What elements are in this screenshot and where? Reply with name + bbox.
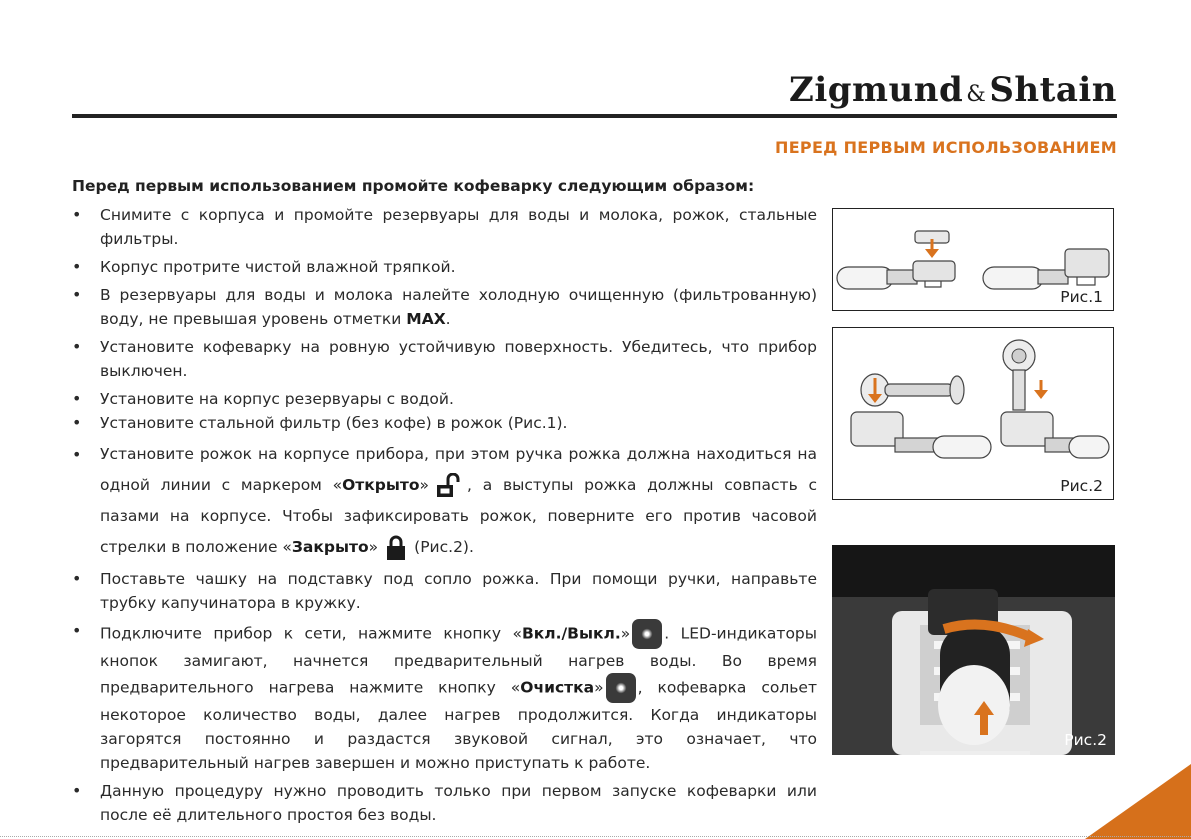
figure-1-label: Рис.1 [1060, 288, 1103, 306]
list-item: • Подключите прибор к сети, нажмите кнопку «Вкл./Выкл.» . LED-индикаторы кнопок замигают, начнется предварительный нагрев воды. Во время предварительного нагрева нажмите кнопку «Очистка» , кофеварка сольет некоторое количество воды, далее нагрев продолжится. Когда индикаторы загорятся постоянно и раздастся звуковой сигнал, это означает, что предварительный нагрев завершен и можно приступать к работе. [72, 621, 818, 772]
list-item: • Снимите с корпуса и промойте резервуары для воды и молока, рожок, стальные фильтры. [72, 205, 817, 248]
list-item: • Корпус протрите чистой влажной тряпкой. [72, 257, 456, 276]
instruction-list [72, 203, 817, 831]
list-item: • Установите стальной фильтр (без кофе) в рожок (Рис.1). [72, 413, 568, 432]
figure-2-label: Рис.2 [1060, 477, 1103, 495]
list-item: • В резервуары для воды и молока налейте холодную очищенную (фильтрованную) воду, не превышая уровень отметки MAX. [72, 285, 817, 328]
power-button-icon [632, 619, 662, 649]
brand-name-part1: Zigmund [789, 70, 964, 110]
figure-3-label: Рис.2 [1064, 731, 1107, 749]
clean-button-icon [606, 673, 636, 703]
brand-ampersand: & [966, 82, 987, 107]
brand-name-part2: Shtain [989, 70, 1117, 110]
brand-logo [789, 70, 1117, 110]
header-rule [72, 114, 1117, 118]
closed-lock-icon [384, 535, 408, 561]
corner-accent [1085, 764, 1191, 839]
intro-heading: Перед первым использованием промойте кофеварку следующим образом: [72, 177, 755, 195]
footer-dotted-line [0, 836, 1191, 837]
list-item: • Данную процедуру нужно проводить только при первом запуске кофеварки или после её длительного простоя без воды. [72, 781, 817, 824]
figure-1 [832, 208, 1114, 311]
max-mark: MAX [406, 310, 446, 328]
list-item: • Установите рожок на корпусе прибора, при этом ручка рожка должна находиться на одной линии с маркером «Открыто» , а выступы рожка должны совпасть с пазами на корпусе. Чтобы зафиксировать рожок, поверните его против часовой стрелки в положение «Закрыто» (Рис.2). [72, 439, 817, 563]
figure-3-photo [832, 545, 1115, 755]
section-title: ПЕРЕД ПЕРВЫМ ИСПОЛЬЗОВАНИЕМ [775, 138, 1117, 157]
portafilter-lock-photo [832, 545, 1115, 755]
list-item: • Установите на корпус резервуары с водой. [72, 389, 454, 408]
list-item: • Поставьте чашку на подставку под сопло рожка. При помощи ручки, направьте трубку капучинатора в кружку. [72, 569, 817, 612]
list-item: • Установите кофеварку на ровную устойчивую поверхность. Убедитесь, что прибор выключен. [72, 337, 817, 380]
open-lock-icon [435, 473, 461, 499]
figure-2 [832, 327, 1114, 500]
tamping-illustration [833, 328, 1113, 499]
